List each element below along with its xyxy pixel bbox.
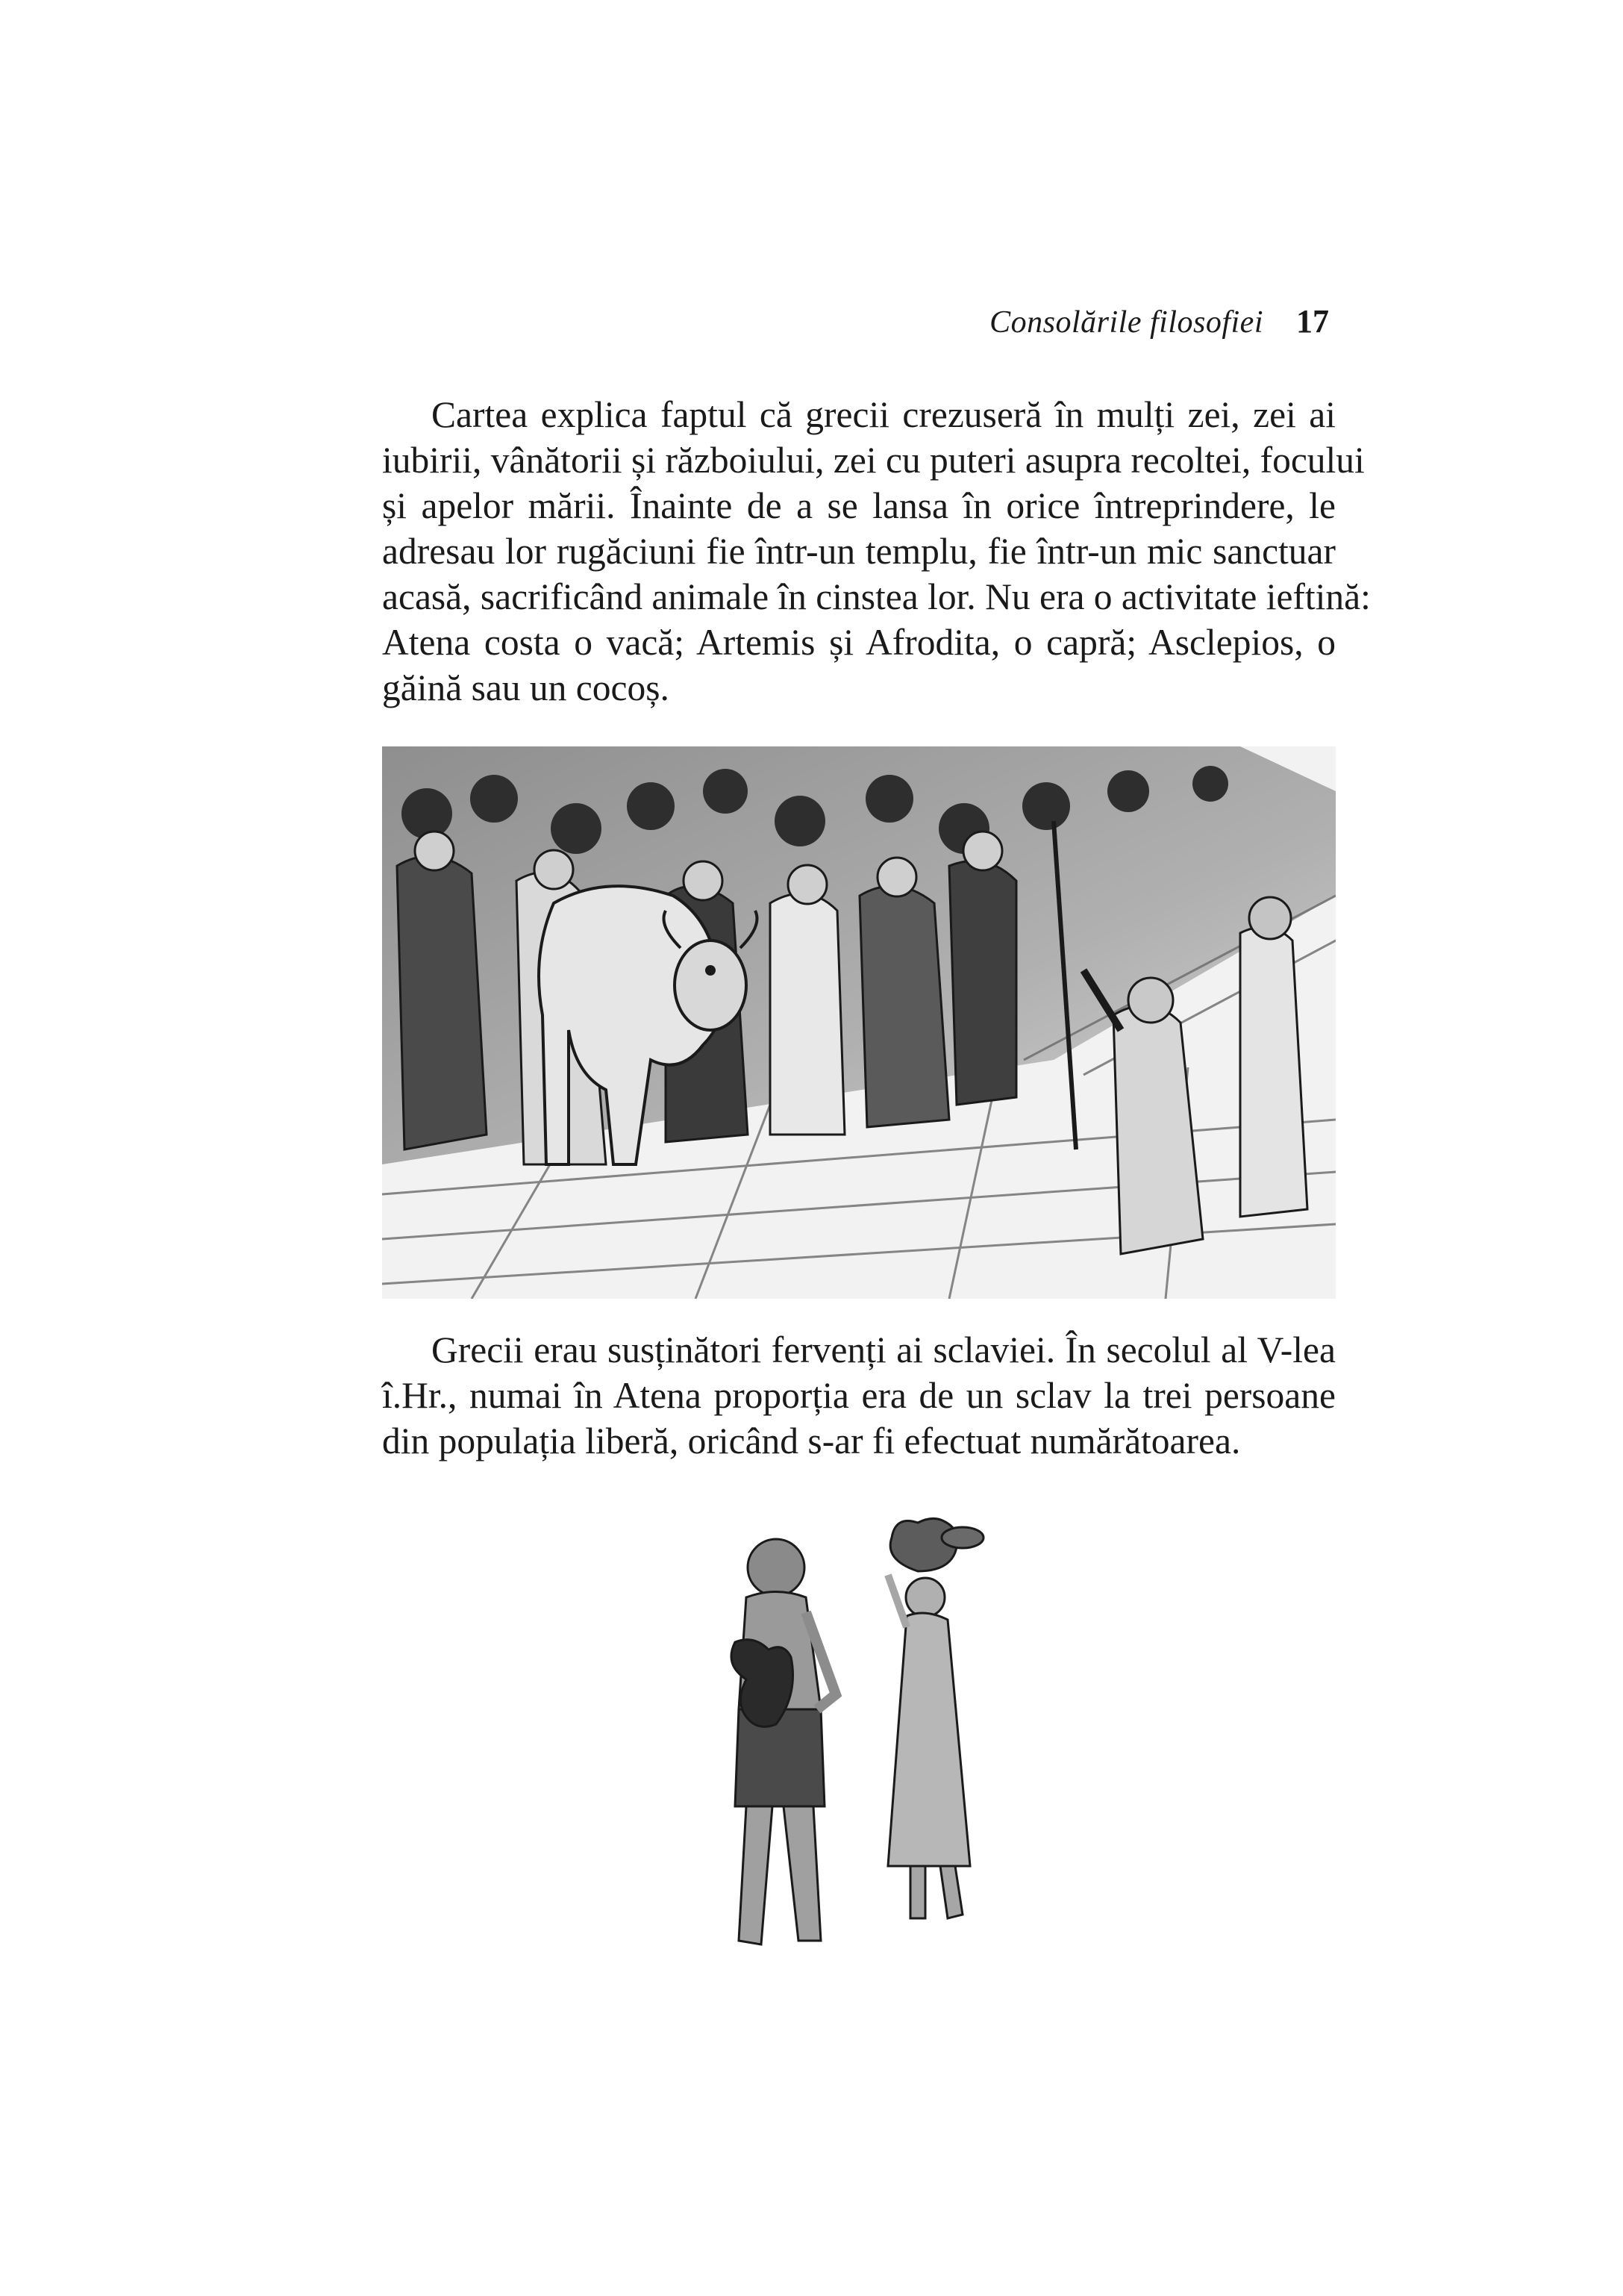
paragraph-slavery [382,1327,1336,1464]
text-line: adresau lor rugăciuni fie într-un templu, fie într-un mic sanctuar [382,531,1336,572]
slaves-illustration [694,1515,1045,1963]
text-line: î.Hr., numai în Atena proporția era de un sclav la trei persoane [382,1375,1336,1416]
page-number: 17 [1296,303,1329,340]
running-title: Consolările filosofiei [989,305,1263,340]
text-line: acasă, sacrificând animale în cinstea lor. Nu era o activitate ieftină: [382,576,1371,617]
running-head [989,302,1329,340]
text-line: găină sau un cocoș. [382,667,669,708]
male-slave-figure [731,1539,836,1944]
paragraph-gods [382,392,1371,711]
text-line: Atena costa o vacă; Artemis și Afrodita, o capră; Asclepios, o [382,622,1336,663]
text-line: și apelor mării. Înainte de a se lansa în orice întreprindere, le [382,485,1336,526]
text-line: Grecii erau susținători fervenți ai sclaviei. În secolul al V-lea [431,1329,1336,1370]
text-line: Cartea explica faptul că grecii crezuseră în mulți zei, zei ai [431,394,1336,435]
text-line: din populația liberă, oricând s-ar fi efectuat numărătoarea. [382,1420,1241,1461]
text-line: iubirii, vânătorii și războiului, zei cu puteri asupra recoltei, focului [382,440,1365,481]
female-slave-figure [888,1518,984,1918]
sacrifice-procession-illustration [382,746,1336,1299]
